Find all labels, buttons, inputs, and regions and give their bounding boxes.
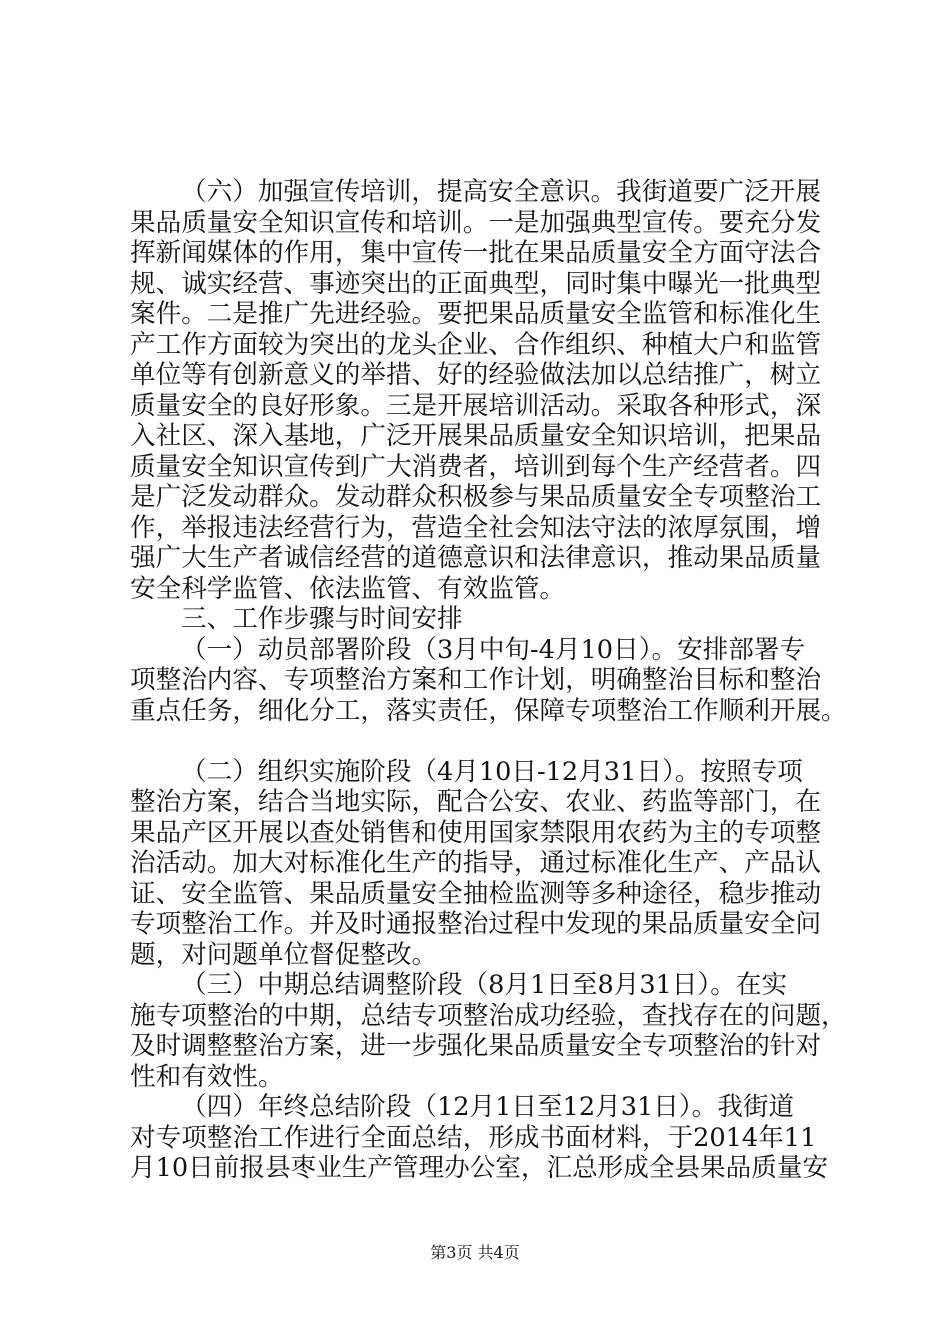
- paragraph-line: （四）年终总结阶段（12月1日至12月31日）。我街道: [181, 1092, 795, 1122]
- paragraph-line: 规、诚实经营、事迹突出的正面典型，同时集中曝光一批典型: [130, 269, 822, 299]
- paragraph-line: 作，举报违法经营行为，营造全社会知法守法的浓厚氛围，增: [130, 513, 822, 543]
- paragraph-line: 挥新闻媒体的作用，集中宣传一批在果品质量安全方面守法合: [130, 238, 822, 268]
- paragraph-line: 重点任务，细化分工，落实责任，保障专项整治工作顺利开展。: [130, 696, 847, 726]
- paragraph-line: （三）中期总结调整阶段（8月1日至8月31日）。在实: [181, 970, 788, 1000]
- paragraph-line: 及时调整整治方案，进一步强化果品质量安全专项整治的针对: [130, 1031, 822, 1061]
- paragraph-line: 施专项整治的中期，总结专项整治成功经验，查找存在的问题，: [130, 1001, 847, 1031]
- paragraph-line: 对专项整治工作进行全面总结，形成书面材料，于2014年11: [130, 1123, 817, 1153]
- paragraph-line: 单位等有创新意义的举措、好的经验做法加以总结推广，树立: [130, 360, 822, 390]
- paragraph-line: 安全科学监管、依法监管、有效监管。: [130, 574, 566, 604]
- paragraph-line: 入社区、深入基地，广泛开展果品质量安全知识培训，把果品: [130, 421, 822, 451]
- paragraph-line: 项整治内容、专项整治方案和工作计划，明确整治目标和整治: [130, 665, 822, 695]
- paragraph-line: 专项整治工作。并及时通报整治过程中发现的果品质量安全问: [130, 909, 822, 939]
- paragraph-line: 果品质量安全知识宣传和培训。一是加强典型宣传。要充分发: [130, 208, 822, 238]
- paragraph-line: 题，对问题单位督促整改。: [130, 940, 438, 970]
- paragraph-line: 证、安全监管、果品质量安全抽检监测等多种途径，稳步推动: [130, 879, 822, 909]
- paragraph-line: 性和有效性。: [130, 1062, 284, 1092]
- paragraph-line: 整治方案，结合当地实际，配合公安、农业、药监等部门，在: [130, 787, 822, 817]
- paragraph-line: 产工作方面较为突出的龙头企业、合作组织、种植大户和监管: [130, 330, 822, 360]
- page-number-footer: 第3页 共4页: [430, 1243, 520, 1262]
- section-heading: 三、工作步骤与时间安排: [181, 604, 463, 634]
- paragraph-line: 治活动。加大对标准化生产的指导，通过标准化生产、产品认: [130, 848, 822, 878]
- paragraph-line: 强广大生产者诚信经营的道德意识和法律意识，推动果品质量: [130, 543, 822, 573]
- paragraph-line: 质量安全的良好形象。三是开展培训活动。采取各种形式，深: [130, 391, 822, 421]
- paragraph-line: （二）组织实施阶段（4月10日-12月31日）。按照专项: [181, 757, 803, 787]
- paragraph-line: 案件。二是推广先进经验。要把果品质量安全监管和标准化生: [130, 299, 822, 329]
- paragraph-line: （六）加强宣传培训，提高安全意识。我街道要广泛开展: [181, 177, 821, 207]
- paragraph-line: 质量安全知识宣传到广大消费者，培训到每个生产经营者。四: [130, 452, 822, 482]
- paragraph-line: 是广泛发动群众。发动群众积极参与果品质量安全专项整治工: [130, 482, 822, 512]
- paragraph-line: 果品产区开展以查处销售和使用国家禁限用农药为主的专项整: [130, 818, 822, 848]
- paragraph-line: （一）动员部署阶段（3月中旬-4月10日）。安排部署专: [181, 635, 806, 665]
- paragraph-line: 月10日前报县枣业生产管理办公室，汇总形成全县果品质量安: [130, 1153, 829, 1183]
